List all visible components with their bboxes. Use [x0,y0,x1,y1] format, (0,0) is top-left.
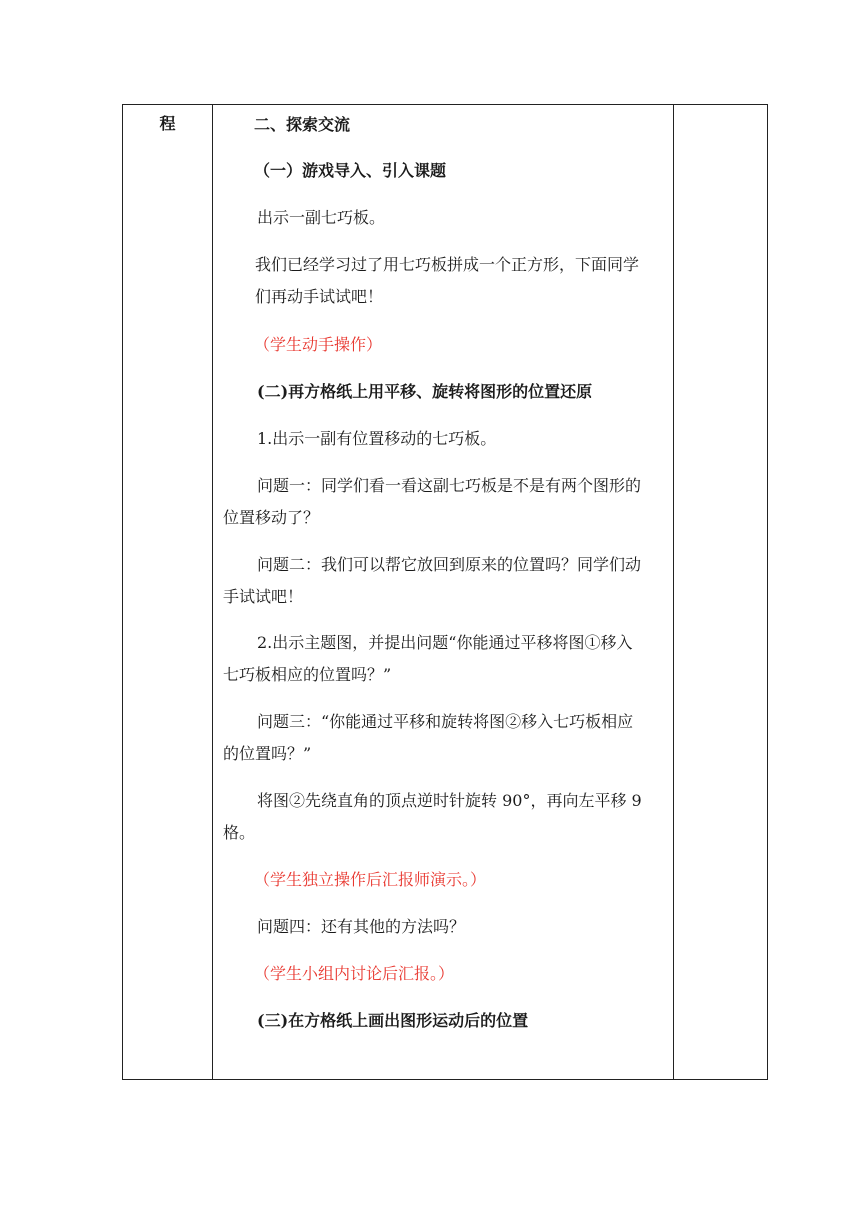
question-line: 的位置吗？” [223,744,312,763]
question-line: 问题四：还有其他的方法吗？ [257,917,466,936]
table-row [123,105,768,1080]
row-label: 程 [159,114,176,133]
question-line: 手试试吧！ [223,587,304,606]
subheading-translate-rotate: (二)再方格纸上用平移、旋转将图形的位置还原 [257,382,593,401]
question-line: 问题一：同学们看一看这副七巧板是不是有两个图形的 [257,476,642,495]
student-activity-note: （学生独立操作后汇报师演示。） [254,870,487,889]
paragraph: 出示一副七巧板。 [257,208,386,227]
list-item-line: 2.出示主题图，并提出问题“你能通过平移将图①移入 [257,633,633,652]
list-item-line: 七巧板相应的位置吗？” [223,665,392,684]
row-label-cell [123,105,213,1080]
content-body [213,105,673,1079]
content-cell [213,105,674,1080]
question-line: 问题二：我们可以帮它放回到原来的位置吗？同学们动 [257,555,642,574]
question-line: 位置移动了？ [223,508,320,527]
paragraph-line: 们再动手试试吧！ [255,287,384,306]
question-line: 问题三：“你能通过平移和旋转将图②移入七巧板相应 [257,712,634,731]
list-item: 1.出示一副有位置移动的七巧板。 [257,429,497,448]
paragraph-line: 将图②先绕直角的顶点逆时针旋转 90°，再向左平移 9 [257,791,642,810]
paragraph-line: 格。 [223,823,256,842]
subheading-game-intro: （一）游戏导入、引入课题 [254,161,447,180]
lesson-plan-table [122,104,768,1080]
student-activity-note: （学生动手操作） [254,335,383,354]
paragraph-line: 我们已经学习过了用七巧板拼成一个正方形，下面同学 [255,255,640,274]
section-heading: 二、探索交流 [254,115,351,134]
student-activity-note: （学生小组内讨论后汇报。） [254,964,455,983]
subheading-draw-position: (三)在方格纸上画出图形运动后的位置 [257,1011,529,1030]
